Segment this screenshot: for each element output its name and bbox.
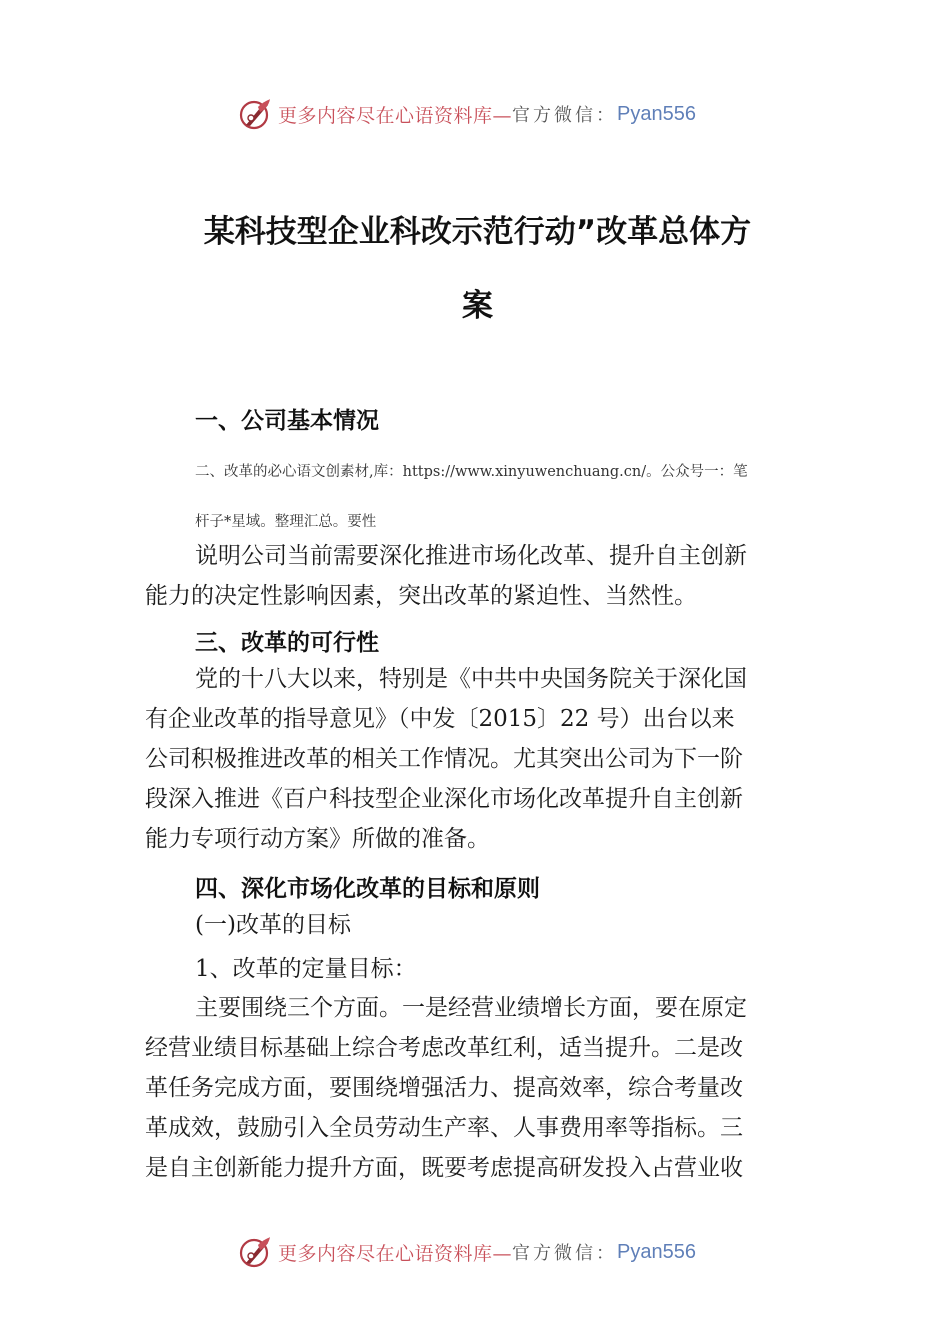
paragraph-line: 说明公司当前需要深化推进市场化改革、提升自主创新 [195,543,747,569]
paragraph-line: 革任务完成方面，要围绕增强活力、提高效率，综合考量改 [145,1075,743,1101]
banner-wechat-id: Pyan556 [617,1240,696,1263]
inserted-note-line2: 杆子*星域。整理汇总。要性 [195,514,377,530]
paragraph-line: 能力的决定性影响因素，突出改革的紧迫性、当然性。 [145,583,697,609]
paragraph-line: 党的十八大以来，特别是《中共中央国务院关于深化国 [195,666,747,692]
document-title-line1: 某科技型企业科改示范行动”改革总体方 [203,214,752,250]
paragraph-line: 有企业改革的指导意见》（中发〔2015〕22 号）出台以来 [145,706,735,732]
section-heading-goals: 四、深化市场化改革的目标和原则 [195,876,540,902]
footer-banner [238,1234,696,1270]
paragraph-quantitative-goals [145,988,815,1188]
quill-pen-logo-icon [238,1235,272,1269]
banner-text: 更多内容尽在心语资料库— [278,1242,513,1265]
document-title-line2: 案 [462,288,493,324]
subheading-quantitative-goals: 1、改革的定量目标： [195,956,417,982]
section-heading-feasibility: 三、改革的可行性 [195,630,379,656]
subheading-goals: (一)改革的目标 [195,912,351,938]
quill-pen-logo-icon [238,97,272,131]
section-heading-company-info: 一、公司基本情况 [195,408,379,434]
paragraph-line: 是自主创新能力提升方面，既要考虑提高研发投入占营业收 [145,1155,743,1181]
paragraph-line: 经营业绩目标基础上综合考虑改革红利，适当提升。二是改 [145,1035,743,1061]
paragraph-line: 革成效，鼓励引入全员劳动生产率、人事费用率等指标。三 [145,1115,743,1141]
paragraph-line: 公司积极推进改革的相关工作情况。尤其突出公司为下一阶 [145,746,743,772]
banner-wechat-label: 官方微信： [512,105,618,126]
paragraph-line: 段深入推进《百户科技型企业深化市场化改革提升自主创新 [145,786,743,812]
paragraph-necessity [145,536,815,616]
inserted-note-line1: 二、改革的必心语文创素材,库：https://www.xinyuwenchuang.cn/。公众号一：笔 [195,464,748,480]
paragraph-line: 能力专项行动方案》所做的准备。 [145,826,490,852]
banner-text: 更多内容尽在心语资料库— [278,104,513,127]
banner-wechat-id: Pyan556 [617,102,696,125]
paragraph-line: 主要围绕三个方面。一是经营业绩增长方面，要在原定 [195,995,747,1021]
banner-wechat-label: 官方微信： [512,1243,618,1264]
paragraph-feasibility [145,659,815,859]
header-banner [238,96,696,132]
